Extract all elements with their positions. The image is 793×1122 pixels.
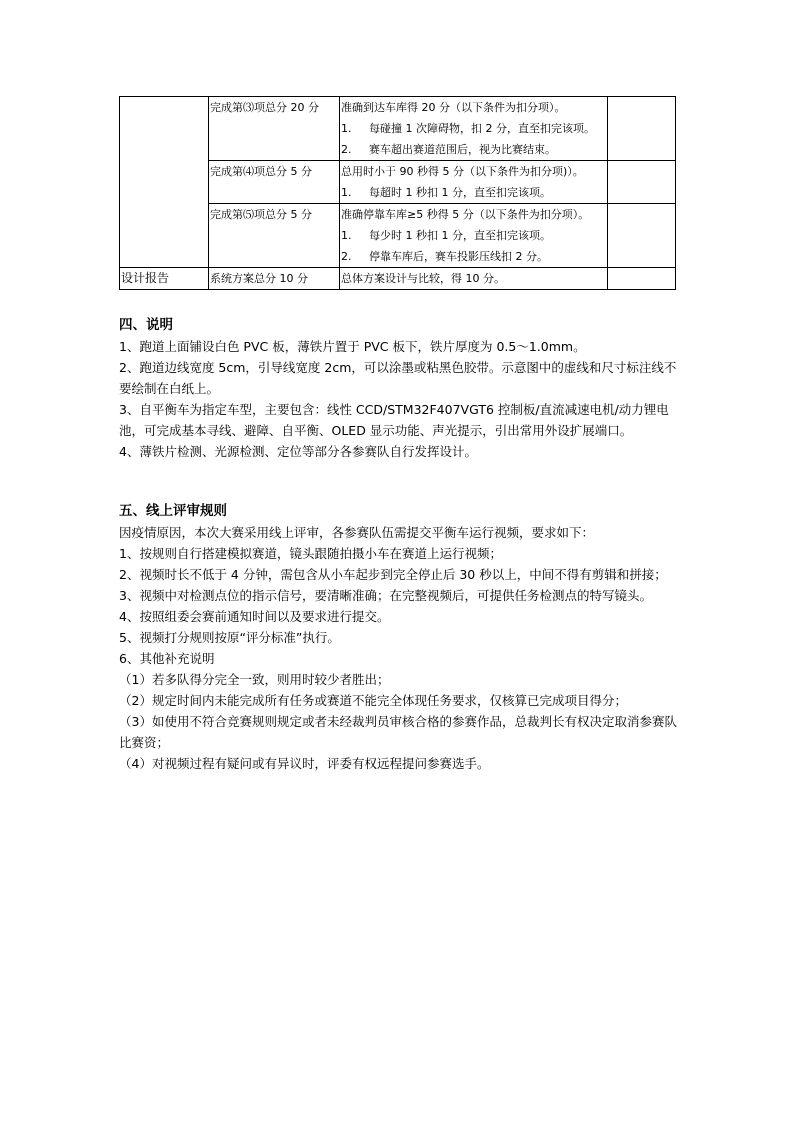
category-cell: 设计报告 [120, 268, 209, 290]
notes-paragraph: 2、跑道边线宽度 5cm，引导线宽度 2cm，可以涂墨或粘黑色胶带。示意图中的虚线和尺寸标注线不要绘制在白纸上。 [119, 360, 677, 396]
rules-paragraph: 2、视频时长不低于 4 分钟，需包含从小车起步到完全停止后 30 秒以上，中间不得有剪辑和拼接； [119, 567, 667, 582]
category-cell [120, 97, 209, 268]
score-cell [608, 268, 676, 290]
table-row [120, 97, 676, 161]
rules-paragraph: （4）对视频过程有疑问或有异议时，评委有权远程提问参赛选手。 [119, 756, 490, 771]
rules-paragraph: 3、视频中对检测点位的指示信号，要清晰准确；在完整视频后，可提供任务检测点的特写镜头。 [119, 588, 652, 603]
table-row [120, 268, 676, 290]
item-cell: 完成第⑷项总分 5 分 [209, 161, 340, 204]
criteria-line: 2. 停靠车库后，赛车投影压线扣 2 分。 [341, 250, 548, 263]
rules-paragraph: 5、视频打分规则按原“评分标准”执行。 [119, 630, 340, 645]
criteria-line: 准确到达车库得 20 分（以下条件为扣分项）。 [341, 101, 566, 114]
criteria-line: 1. 每少时 1 秒扣 1 分，直至扣完该项。 [341, 229, 551, 242]
item-cell: 完成第⑶项总分 20 分 [209, 97, 340, 161]
criteria-line: 2. 赛车超出赛道范围后，视为比赛结束。 [341, 143, 556, 156]
criteria-line: 总用时小于 90 秒得 5 分（以下条件为扣分项)）。 [341, 165, 584, 178]
criteria-line: 1. 每超时 1 秒扣 1 分，直至扣完该项。 [341, 186, 551, 199]
item-cell: 系统方案总分 10 分 [209, 268, 340, 290]
rules-paragraph: 4、按照组委会赛前通知时间以及要求进行提交。 [119, 609, 390, 624]
rules-paragraph: 6、其他补充说明 [119, 651, 215, 666]
criteria-cell [340, 204, 608, 268]
criteria-line: 总体方案设计与比较，得 10 分。 [341, 272, 505, 285]
notes-paragraph: 1、跑道上面铺设白色 PVC 板，薄铁片置于 PVC 板下，铁片厚度为 0.5～1.0mm。 [119, 339, 586, 354]
rules-paragraph: （2）规定时间内未能完成所有任务或赛道不能完全体现任务要求，仅核算已完成项目得分； [119, 693, 627, 708]
section-gap [119, 462, 679, 500]
score-cell [608, 204, 676, 268]
document-body [119, 314, 679, 774]
criteria-line: 1. 每碰撞 1 次障碍物，扣 2 分，直至扣完该项。 [341, 122, 595, 135]
section-title-online-review: 五、线上评审规则 [119, 503, 227, 519]
rules-paragraph: 因疫情原因，本次大赛采用线上评审，各参赛队伍需提交平衡车运行视频，要求如下： [119, 525, 595, 540]
criteria-cell [340, 268, 608, 290]
criteria-line: 准确停靠车库≥5 秒得 5 分（以下条件为扣分项）。 [341, 208, 590, 221]
item-cell: 完成第⑸项总分 5 分 [209, 204, 340, 268]
rules-paragraph: （1）若多队得分完全一致，则用时较少者胜出； [119, 672, 390, 687]
notes-paragraph: 3、自平衡车为指定车型，主要包含：线性 CCD/STM32F407VGT6 控制板/直流减速电机/动力锂电池，可完成基本寻线、避障、自平衡、OLED 显示功能、声光提示，引出常用外设扩展端口。 [119, 402, 669, 438]
criteria-cell [340, 161, 608, 204]
criteria-cell [340, 97, 608, 161]
rules-paragraph: （3）如使用不符合竞赛规则规定或者未经裁判员审核合格的参赛作品，总裁判长有权决定取消参赛队比赛资； [119, 714, 677, 750]
section-title-notes: 四、说明 [119, 317, 173, 333]
rules-paragraph: 1、按规则自行搭建模拟赛道，镜头跟随拍摄小车在赛道上运行视频； [119, 546, 502, 561]
scoring-table [119, 96, 676, 290]
score-cell [608, 97, 676, 161]
notes-paragraph: 4、薄铁片检测、光源检测、定位等部分各参赛队自行发挥设计。 [119, 444, 477, 459]
score-cell [608, 161, 676, 204]
